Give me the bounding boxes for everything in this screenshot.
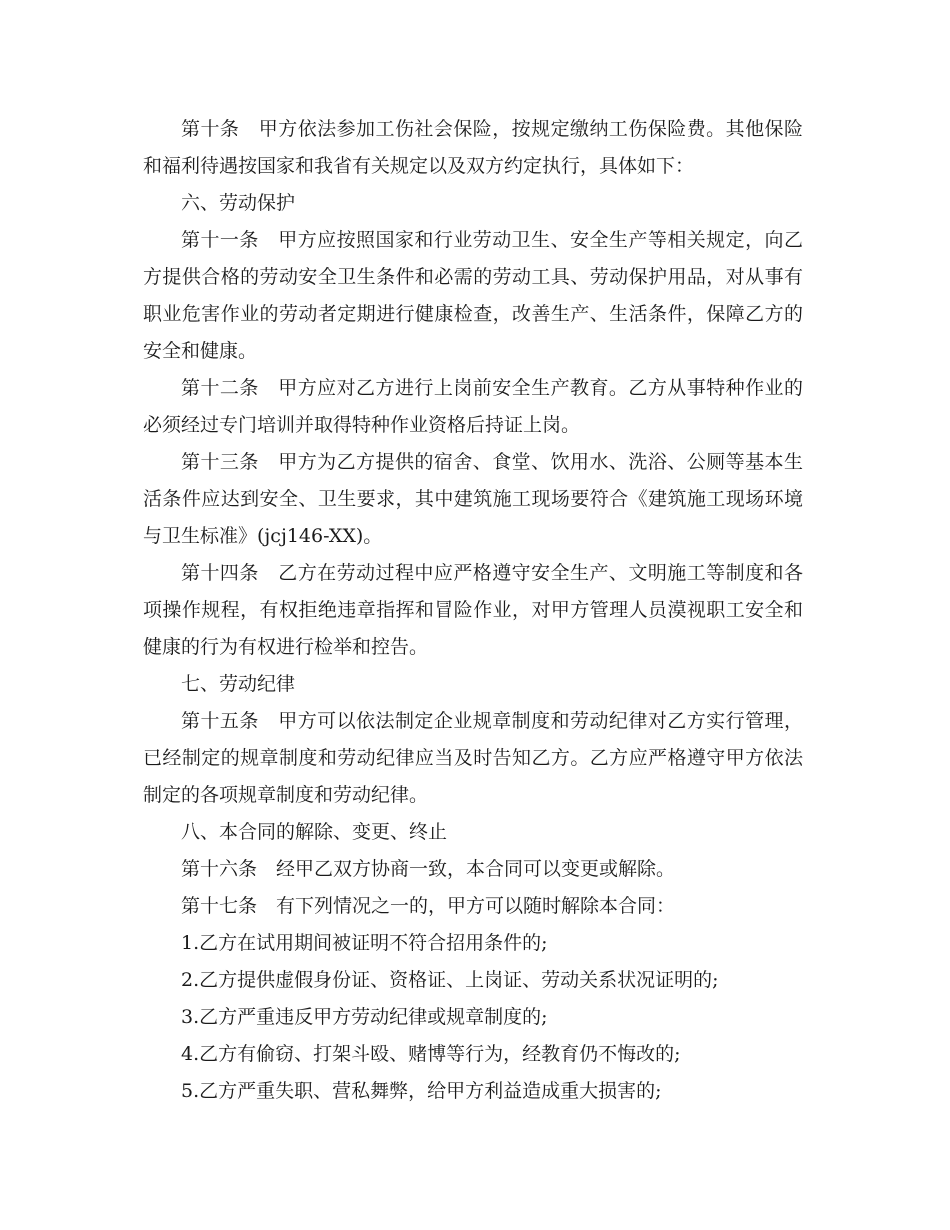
section-heading-termination: 八、本合同的解除、变更、终止 bbox=[181, 821, 448, 843]
list-item: 3.乙方严重违反甲方劳动纪律或规章制度的; bbox=[181, 1006, 548, 1028]
article-10: 第十条 甲方依法参加工伤社会保险，按规定缴纳工伤保险费。其他保险和福利待遇按国家和我省有关规定以及双方约定执行，具体如下： bbox=[143, 118, 803, 177]
document-page bbox=[143, 111, 803, 1110]
article-12: 第十二条 甲方应对乙方进行上岗前安全生产教育。乙方从事特种作业的必须经过专门培训并取得特种作业资格后持证上岗。 bbox=[143, 377, 803, 436]
article-14: 第十四条 乙方在劳动过程中应严格遵守安全生产、文明施工等制度和各项操作规程，有权拒绝违章指挥和冒险作业，对甲方管理人员漠视职工安全和健康的行为有权进行检举和控告。 bbox=[143, 562, 803, 658]
article-13: 第十三条 甲方为乙方提供的宿舍、食堂、饮用水、洗浴、公厕等基本生活条件应达到安全、卫生要求，其中建筑施工现场要符合《建筑施工现场环境与卫生标准》(jcj146-XX)。 bbox=[143, 451, 803, 547]
list-item: 5.乙方严重失职、营私舞弊，给甲方利益造成重大损害的; bbox=[181, 1080, 662, 1102]
list-item: 1.乙方在试用期间被证明不符合招用条件的; bbox=[181, 932, 548, 954]
list-item: 2.乙方提供虚假身份证、资格证、上岗证、劳动关系状况证明的; bbox=[181, 969, 719, 991]
list-item: 4.乙方有偷窃、打架斗殴、赌博等行为，经教育仍不悔改的; bbox=[181, 1043, 681, 1065]
article-11: 第十一条 甲方应按照国家和行业劳动卫生、安全生产等相关规定，向乙方提供合格的劳动安全卫生条件和必需的劳动工具、劳动保护用品，对从事有职业危害作业的劳动者定期进行健康检查，改善生产、生活条件，保障乙方的安全和健康。 bbox=[143, 229, 803, 362]
section-heading-labor-discipline: 七、劳动纪律 bbox=[181, 673, 296, 695]
article-16: 第十六条 经甲乙双方协商一致，本合同可以变更或解除。 bbox=[181, 858, 676, 880]
article-15: 第十五条 甲方可以依法制定企业规章制度和劳动纪律对乙方实行管理，已经制定的规章制度和劳动纪律应当及时告知乙方。乙方应严格遵守甲方依法制定的各项规章制度和劳动纪律。 bbox=[143, 710, 803, 806]
article-17: 第十七条 有下列情况之一的，甲方可以随时解除本合同： bbox=[181, 895, 676, 917]
section-heading-labor-protection: 六、劳动保护 bbox=[181, 192, 296, 214]
